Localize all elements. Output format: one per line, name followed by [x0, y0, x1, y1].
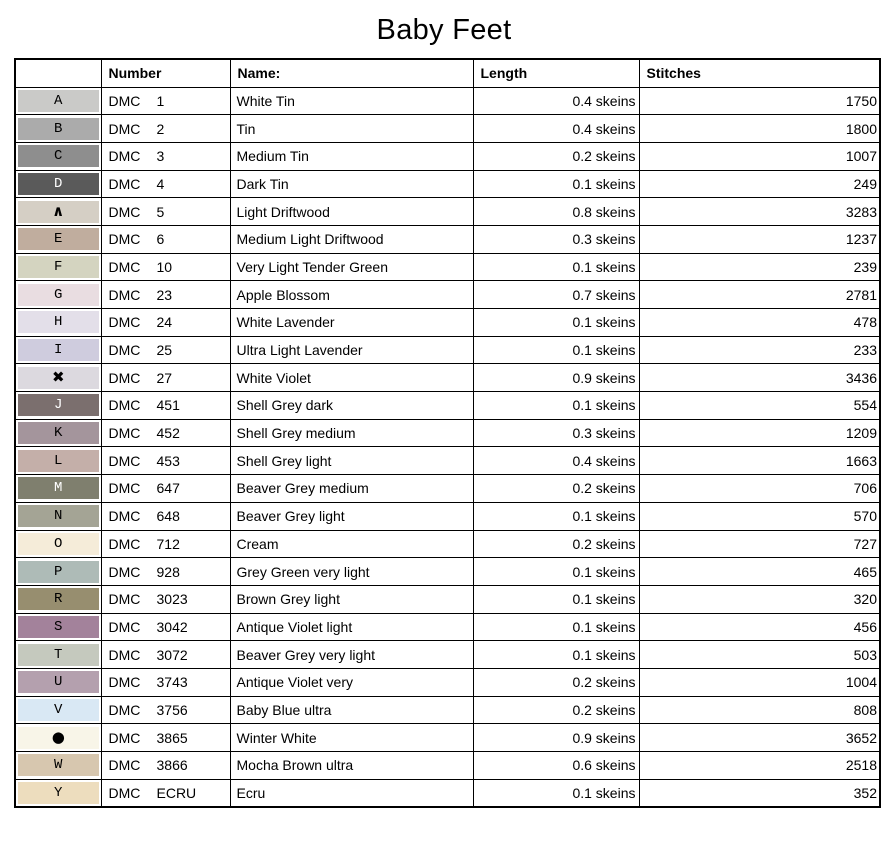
maker-label: DMC	[108, 314, 141, 331]
stitches-value: 1237	[639, 225, 880, 253]
legend-table	[14, 58, 881, 808]
table-row	[15, 752, 880, 780]
table-row	[15, 447, 880, 475]
number-cell	[101, 558, 230, 586]
length-value: 0.2 skeins	[473, 142, 639, 170]
stitches-value: 1004	[639, 668, 880, 696]
number-cell	[101, 752, 230, 780]
maker-label: DMC	[108, 757, 141, 774]
legend-table-header	[15, 59, 880, 87]
length-value: 0.1 skeins	[473, 502, 639, 530]
code-label: 648	[156, 508, 180, 525]
symbol-label: H	[54, 314, 63, 331]
code-label: 27	[156, 369, 173, 386]
number-cell	[101, 641, 230, 669]
code-label: 3866	[156, 757, 188, 774]
number-cell	[101, 613, 230, 641]
number-cell	[101, 392, 230, 420]
code-label: 5	[156, 203, 165, 220]
length-value: 0.1 skeins	[473, 613, 639, 641]
stitches-value: 3652	[639, 724, 880, 752]
color-swatch	[18, 228, 99, 250]
symbol-label: B	[54, 120, 63, 137]
symbol-label: T	[54, 646, 63, 663]
symbol-label: L	[54, 452, 63, 469]
stitches-value: 2518	[639, 752, 880, 780]
number-cell	[101, 281, 230, 309]
length-value: 0.1 skeins	[473, 779, 639, 807]
code-label: 3743	[156, 674, 188, 691]
maker-label: DMC	[108, 342, 141, 359]
symbol-label: N	[54, 508, 63, 525]
symbol-label: C	[54, 148, 63, 165]
table-row	[15, 198, 880, 226]
color-swatch	[18, 173, 99, 195]
maker-label: DMC	[108, 646, 141, 663]
symbol-cell	[15, 142, 101, 170]
thread-name: White Lavender	[230, 309, 473, 337]
maker-label: DMC	[108, 701, 141, 718]
number-cell	[101, 253, 230, 281]
number-cell	[101, 87, 230, 115]
symbol-label: S	[54, 618, 63, 635]
code-label: 2	[156, 120, 165, 137]
stitches-value: 1800	[639, 115, 880, 143]
thread-name: Shell Grey light	[230, 447, 473, 475]
symbol-label: ●	[51, 728, 65, 747]
symbol-cell	[15, 281, 101, 309]
code-label: 3865	[156, 729, 188, 746]
table-row	[15, 170, 880, 198]
color-swatch	[18, 699, 99, 721]
symbol-label: V	[54, 701, 63, 718]
table-row	[15, 696, 880, 724]
number-cell	[101, 115, 230, 143]
color-swatch	[18, 256, 99, 278]
stitches-value: 554	[639, 392, 880, 420]
thread-name: Tin	[230, 115, 473, 143]
length-value: 0.1 skeins	[473, 170, 639, 198]
stitches-value: 2781	[639, 281, 880, 309]
stitches-value: 3436	[639, 364, 880, 392]
thread-name: Apple Blossom	[230, 281, 473, 309]
color-swatch	[18, 450, 99, 472]
number-cell	[101, 502, 230, 530]
symbol-cell	[15, 336, 101, 364]
stitches-value: 456	[639, 613, 880, 641]
maker-label: DMC	[108, 480, 141, 497]
maker-label: DMC	[108, 258, 141, 275]
thread-name: Medium Tin	[230, 142, 473, 170]
code-label: 3042	[156, 618, 188, 635]
table-row	[15, 613, 880, 641]
header-stitches: Stitches	[639, 59, 880, 87]
table-row	[15, 641, 880, 669]
length-value: 0.7 skeins	[473, 281, 639, 309]
length-value: 0.1 skeins	[473, 558, 639, 586]
color-swatch	[18, 644, 99, 666]
table-row	[15, 309, 880, 337]
code-label: ECRU	[156, 784, 197, 801]
maker-label: DMC	[108, 425, 141, 442]
length-value: 0.8 skeins	[473, 198, 639, 226]
stitches-value: 239	[639, 253, 880, 281]
thread-name: Very Light Tender Green	[230, 253, 473, 281]
symbol-cell	[15, 419, 101, 447]
number-cell	[101, 336, 230, 364]
table-row	[15, 281, 880, 309]
code-label: 6	[156, 231, 165, 248]
color-swatch	[18, 782, 99, 804]
maker-label: DMC	[108, 369, 141, 386]
thread-name: Winter White	[230, 724, 473, 752]
color-swatch	[18, 671, 99, 693]
symbol-cell	[15, 392, 101, 420]
symbol-label: F	[54, 258, 63, 275]
header-name: Name:	[230, 59, 473, 87]
symbol-cell	[15, 447, 101, 475]
color-swatch	[18, 339, 99, 361]
symbol-label: Y	[54, 784, 63, 801]
symbol-cell	[15, 475, 101, 503]
symbol-cell	[15, 724, 101, 752]
symbol-cell	[15, 530, 101, 558]
stitches-value: 320	[639, 585, 880, 613]
length-value: 0.4 skeins	[473, 87, 639, 115]
length-value: 0.2 skeins	[473, 668, 639, 696]
code-label: 23	[156, 286, 173, 303]
code-label: 712	[156, 535, 180, 552]
table-row	[15, 558, 880, 586]
symbol-cell	[15, 779, 101, 807]
symbol-label: A	[54, 92, 63, 109]
color-swatch	[18, 118, 99, 140]
color-swatch	[18, 422, 99, 444]
symbol-label: R	[54, 591, 63, 608]
color-swatch	[18, 90, 99, 112]
symbol-cell	[15, 502, 101, 530]
table-row	[15, 585, 880, 613]
maker-label: DMC	[108, 729, 141, 746]
number-cell	[101, 198, 230, 226]
stitches-value: 465	[639, 558, 880, 586]
thread-name: Beaver Grey light	[230, 502, 473, 530]
stitches-value: 3283	[639, 198, 880, 226]
stitches-value: 1663	[639, 447, 880, 475]
symbol-cell	[15, 309, 101, 337]
table-row	[15, 253, 880, 281]
table-row	[15, 142, 880, 170]
thread-name: White Tin	[230, 87, 473, 115]
maker-label: DMC	[108, 92, 141, 109]
number-cell	[101, 364, 230, 392]
table-row	[15, 779, 880, 807]
code-label: 452	[156, 425, 180, 442]
length-value: 0.3 skeins	[473, 419, 639, 447]
length-value: 0.3 skeins	[473, 225, 639, 253]
stitches-value: 1750	[639, 87, 880, 115]
number-cell	[101, 225, 230, 253]
symbol-label: U	[54, 674, 63, 691]
symbol-cell	[15, 752, 101, 780]
color-swatch	[18, 754, 99, 776]
color-swatch	[18, 201, 99, 223]
code-label: 3023	[156, 591, 188, 608]
legend-table-body	[15, 87, 880, 807]
page-title: Baby Feet	[376, 14, 512, 46]
number-cell	[101, 419, 230, 447]
header-length: Length	[473, 59, 639, 87]
color-swatch	[18, 505, 99, 527]
symbol-label: E	[54, 231, 63, 248]
thread-name: Mocha Brown ultra	[230, 752, 473, 780]
length-value: 0.1 skeins	[473, 585, 639, 613]
table-row	[15, 724, 880, 752]
symbol-cell	[15, 87, 101, 115]
table-row	[15, 419, 880, 447]
table-row	[15, 115, 880, 143]
color-swatch	[18, 284, 99, 306]
number-cell	[101, 309, 230, 337]
number-cell	[101, 447, 230, 475]
thread-name: Shell Grey medium	[230, 419, 473, 447]
color-swatch	[18, 477, 99, 499]
symbol-cell	[15, 696, 101, 724]
table-row	[15, 392, 880, 420]
thread-name: White Violet	[230, 364, 473, 392]
number-cell	[101, 724, 230, 752]
number-cell	[101, 530, 230, 558]
symbol-label: J	[54, 397, 63, 414]
maker-label: DMC	[108, 508, 141, 525]
thread-name: Light Driftwood	[230, 198, 473, 226]
thread-name: Ultra Light Lavender	[230, 336, 473, 364]
stitches-value: 233	[639, 336, 880, 364]
symbol-label: O	[54, 535, 63, 552]
code-label: 3072	[156, 646, 188, 663]
maker-label: DMC	[108, 120, 141, 137]
stitches-value: 727	[639, 530, 880, 558]
code-label: 4	[156, 175, 165, 192]
symbol-label: D	[54, 175, 63, 192]
table-row	[15, 336, 880, 364]
symbol-label: M	[54, 480, 63, 497]
length-value: 0.6 skeins	[473, 752, 639, 780]
thread-name: Beaver Grey medium	[230, 475, 473, 503]
number-cell	[101, 779, 230, 807]
thread-name: Brown Grey light	[230, 585, 473, 613]
symbol-label: I	[54, 342, 63, 359]
color-swatch	[18, 533, 99, 555]
length-value: 0.2 skeins	[473, 475, 639, 503]
symbol-label: K	[54, 425, 63, 442]
length-value: 0.4 skeins	[473, 447, 639, 475]
symbol-cell	[15, 668, 101, 696]
code-label: 451	[156, 397, 180, 414]
color-swatch	[18, 588, 99, 610]
stitches-value: 249	[639, 170, 880, 198]
table-row	[15, 364, 880, 392]
symbol-label: P	[54, 563, 63, 580]
color-swatch	[18, 727, 99, 749]
length-value: 0.1 skeins	[473, 253, 639, 281]
maker-label: DMC	[108, 535, 141, 552]
number-cell	[101, 696, 230, 724]
number-cell	[101, 170, 230, 198]
color-swatch	[18, 145, 99, 167]
color-swatch	[18, 311, 99, 333]
stitches-value: 1209	[639, 419, 880, 447]
code-label: 1	[156, 92, 165, 109]
code-label: 3756	[156, 701, 188, 718]
symbol-label: ∧	[52, 202, 65, 221]
code-label: 24	[156, 314, 173, 331]
symbol-label: ✖	[51, 368, 65, 387]
symbol-label: G	[54, 286, 63, 303]
thread-name: Shell Grey dark	[230, 392, 473, 420]
maker-label: DMC	[108, 563, 141, 580]
table-row	[15, 87, 880, 115]
code-label: 3	[156, 148, 165, 165]
thread-name: Grey Green very light	[230, 558, 473, 586]
symbol-label: W	[54, 757, 63, 774]
thread-name: Medium Light Driftwood	[230, 225, 473, 253]
symbol-cell	[15, 198, 101, 226]
stitches-value: 570	[639, 502, 880, 530]
symbol-cell	[15, 641, 101, 669]
thread-name: Cream	[230, 530, 473, 558]
symbol-cell	[15, 225, 101, 253]
stitches-value: 706	[639, 475, 880, 503]
maker-label: DMC	[108, 674, 141, 691]
number-cell	[101, 475, 230, 503]
length-value: 0.2 skeins	[473, 696, 639, 724]
thread-name: Antique Violet light	[230, 613, 473, 641]
symbol-cell	[15, 558, 101, 586]
thread-name: Baby Blue ultra	[230, 696, 473, 724]
maker-label: DMC	[108, 591, 141, 608]
color-swatch	[18, 561, 99, 583]
header-symbol	[15, 59, 101, 87]
length-value: 0.9 skeins	[473, 364, 639, 392]
length-value: 0.1 skeins	[473, 392, 639, 420]
length-value: 0.4 skeins	[473, 115, 639, 143]
number-cell	[101, 668, 230, 696]
maker-label: DMC	[108, 231, 141, 248]
code-label: 10	[156, 258, 173, 275]
code-label: 453	[156, 452, 180, 469]
table-row	[15, 530, 880, 558]
table-row	[15, 502, 880, 530]
header-number: Number	[101, 59, 230, 87]
symbol-cell	[15, 364, 101, 392]
number-cell	[101, 142, 230, 170]
code-label: 25	[156, 342, 173, 359]
maker-label: DMC	[108, 784, 141, 801]
header-row	[15, 59, 880, 87]
symbol-cell	[15, 253, 101, 281]
maker-label: DMC	[108, 618, 141, 635]
color-swatch	[18, 394, 99, 416]
color-swatch	[18, 367, 99, 389]
thread-name: Ecru	[230, 779, 473, 807]
thread-name: Beaver Grey very light	[230, 641, 473, 669]
symbol-cell	[15, 585, 101, 613]
table-row	[15, 475, 880, 503]
stitches-value: 1007	[639, 142, 880, 170]
maker-label: DMC	[108, 452, 141, 469]
thread-name: Dark Tin	[230, 170, 473, 198]
stitches-value: 808	[639, 696, 880, 724]
symbol-cell	[15, 613, 101, 641]
length-value: 0.1 skeins	[473, 336, 639, 364]
table-row	[15, 668, 880, 696]
stitches-value: 352	[639, 779, 880, 807]
color-swatch	[18, 616, 99, 638]
length-value: 0.1 skeins	[473, 641, 639, 669]
table-row	[15, 225, 880, 253]
length-value: 0.9 skeins	[473, 724, 639, 752]
maker-label: DMC	[108, 286, 141, 303]
maker-label: DMC	[108, 203, 141, 220]
symbol-cell	[15, 170, 101, 198]
symbol-cell	[15, 115, 101, 143]
maker-label: DMC	[108, 175, 141, 192]
stitches-value: 503	[639, 641, 880, 669]
thread-name: Antique Violet very	[230, 668, 473, 696]
maker-label: DMC	[108, 397, 141, 414]
stitches-value: 478	[639, 309, 880, 337]
maker-label: DMC	[108, 148, 141, 165]
length-value: 0.1 skeins	[473, 309, 639, 337]
number-cell	[101, 585, 230, 613]
code-label: 647	[156, 480, 180, 497]
code-label: 928	[156, 563, 180, 580]
length-value: 0.2 skeins	[473, 530, 639, 558]
